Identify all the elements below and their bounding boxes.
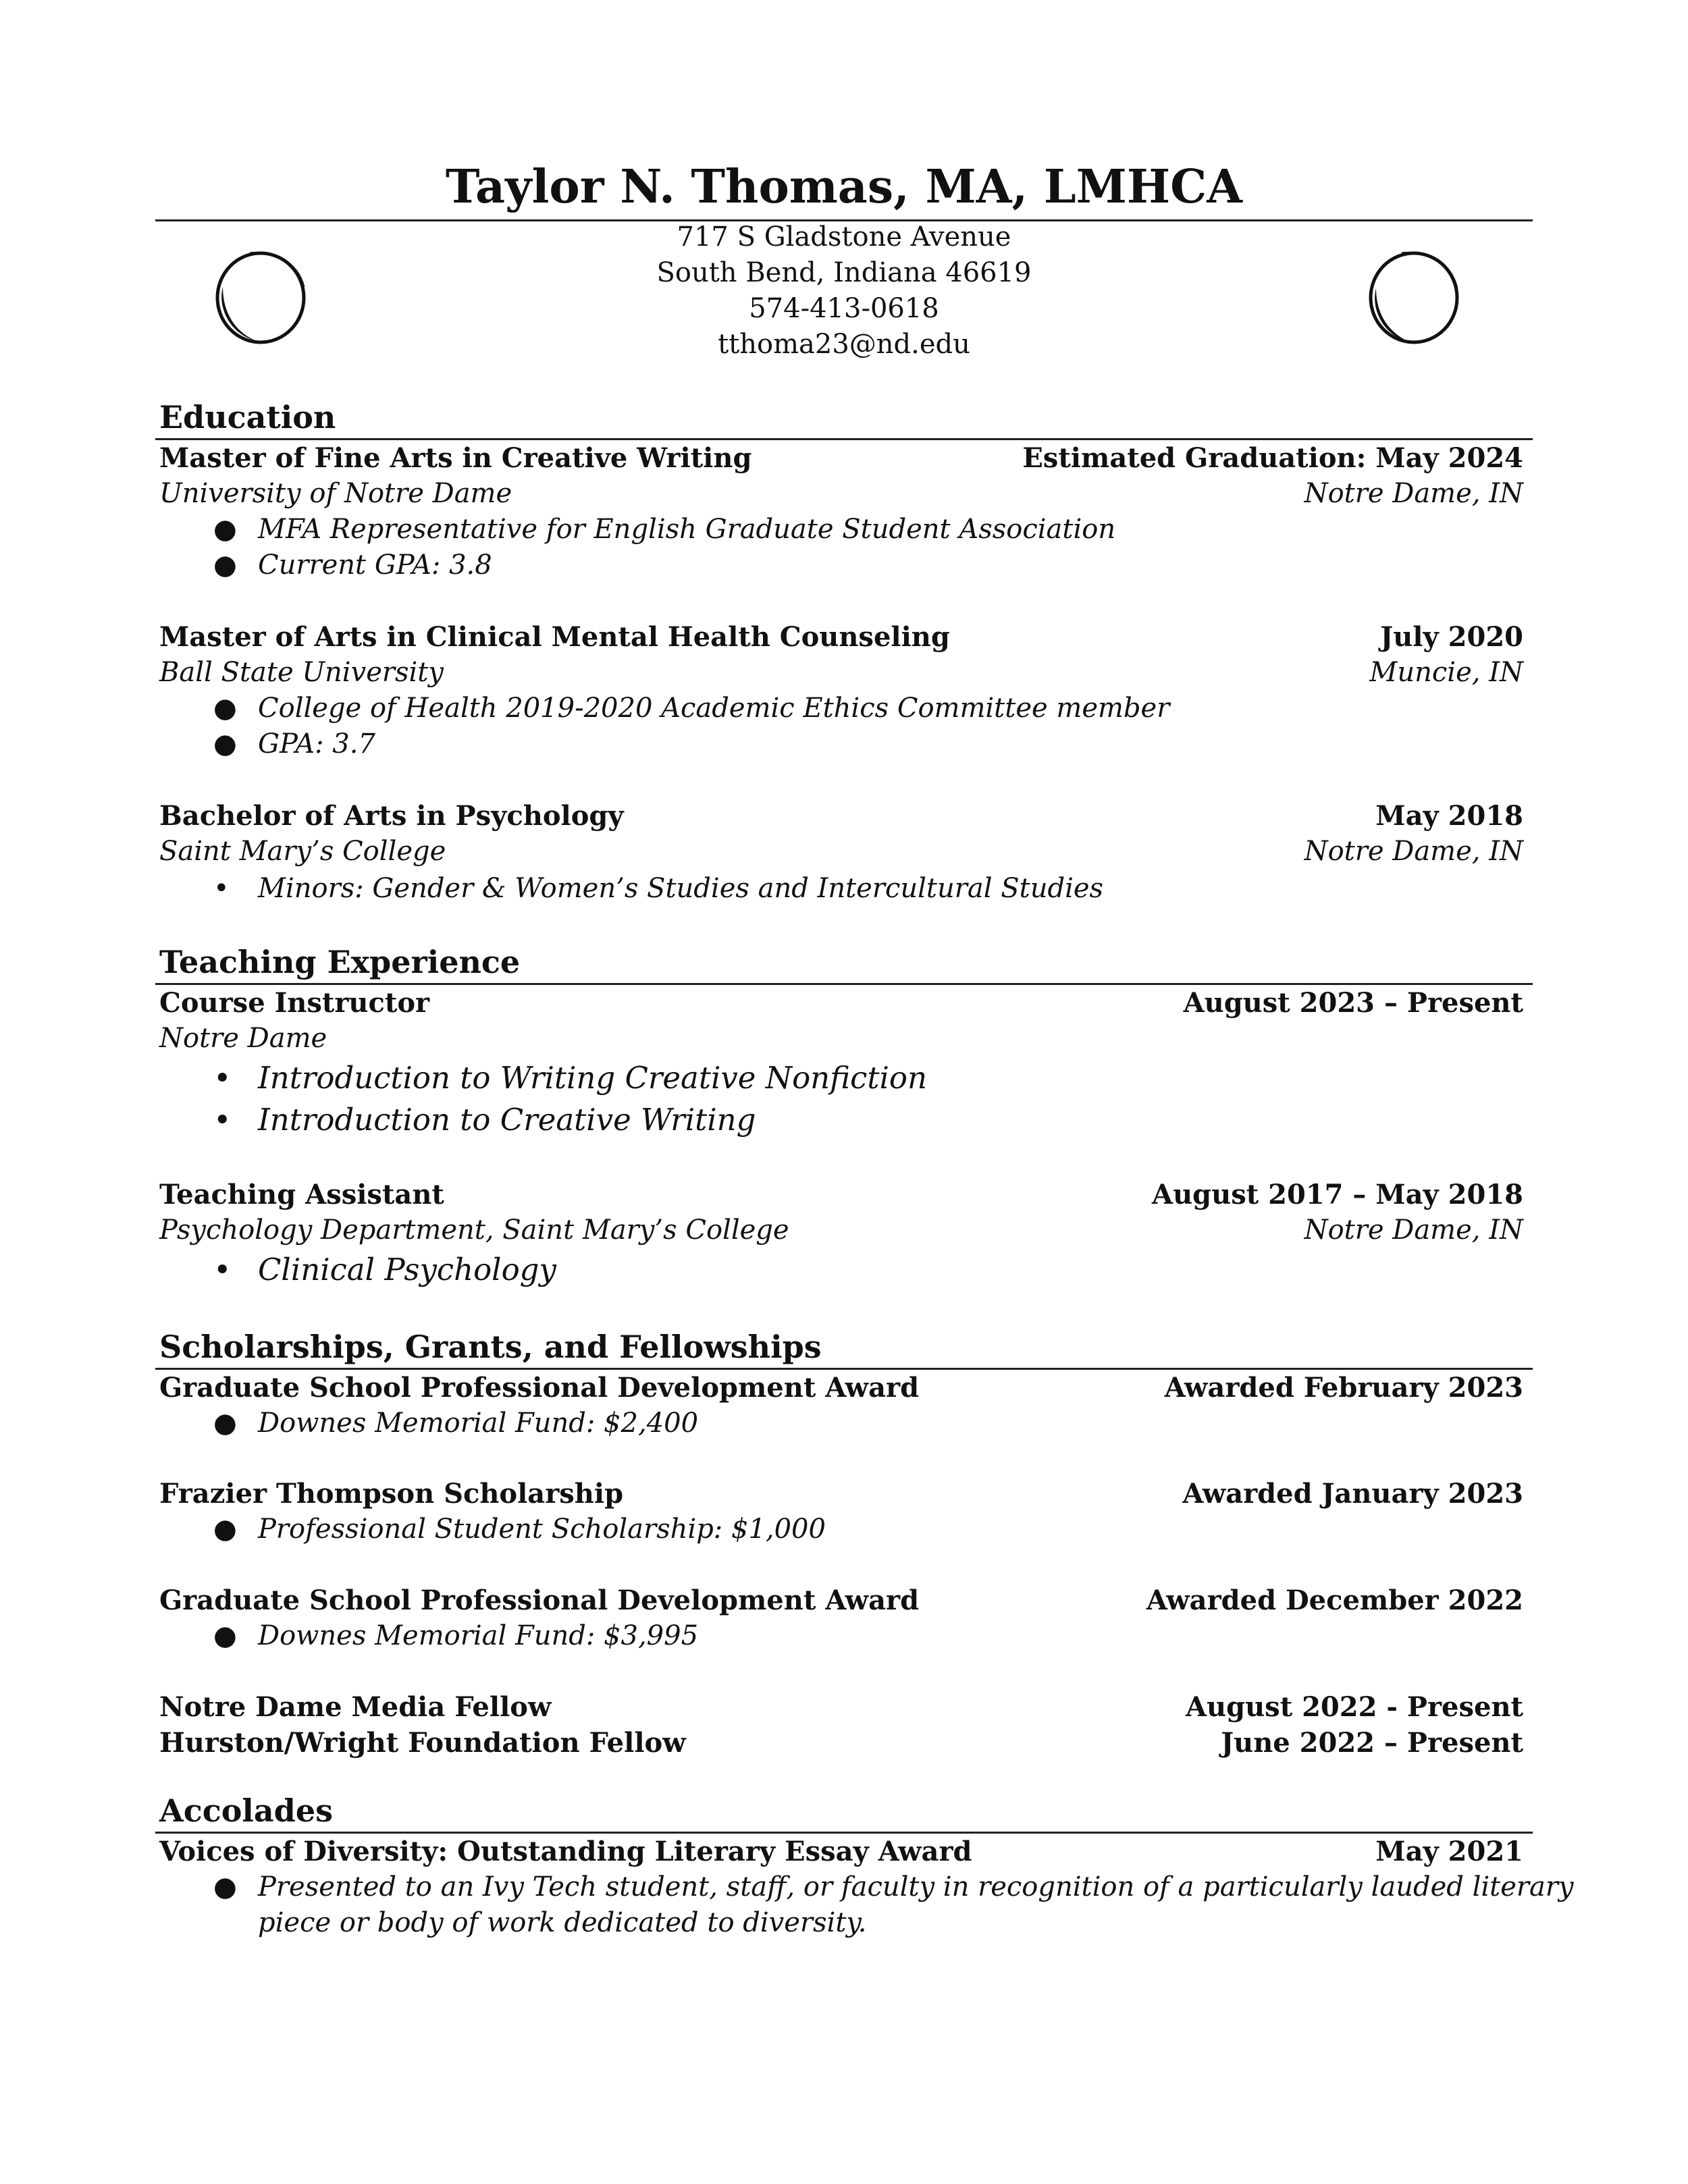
- list-item: [159, 871, 1523, 907]
- bullet-text: Professional Student Scholarship: $1,000: [258, 1514, 826, 1545]
- award-name: Graduate School Professional Development Award: [159, 1372, 920, 1404]
- role: Teaching Assistant: [159, 1179, 444, 1210]
- scholarship-entry: [159, 1582, 1523, 1618]
- education-entry-ba-school: [159, 834, 1523, 870]
- date: May 2021: [1375, 1836, 1523, 1867]
- school: Saint Mary’s College: [159, 836, 446, 867]
- list-item: [159, 1512, 1523, 1547]
- date: July 2020: [1380, 621, 1523, 653]
- education-entry-mfa: [159, 440, 1523, 476]
- date: June 2022 – Present: [1221, 1727, 1523, 1759]
- teaching-entry-assistant-org: [159, 1213, 1523, 1248]
- list-item: [159, 726, 1523, 762]
- bullet-text: Presented to an Ivy Tech student, staff, or faculty in recognition of a particularly lauded literary: [258, 1871, 1574, 1902]
- degree: Bachelor of Arts in Psychology: [159, 800, 624, 832]
- fellowship-entry: [159, 1725, 1523, 1761]
- bullet-icon: ●: [213, 1871, 237, 1902]
- location: Muncie, IN: [1369, 657, 1523, 688]
- accolade-entry: [159, 1834, 1523, 1869]
- scholarship-entry: [159, 1476, 1523, 1512]
- bullet-icon: ●: [213, 550, 237, 581]
- role: Course Instructor: [159, 987, 430, 1019]
- bullet-icon: •: [213, 1060, 232, 1096]
- list-item: [159, 691, 1523, 726]
- section-title-accolades: Accolades: [159, 1792, 333, 1829]
- date: August 2022 - Present: [1186, 1691, 1523, 1723]
- date: August 2023 – Present: [1183, 987, 1523, 1019]
- location: Notre Dame, IN: [1304, 1215, 1523, 1246]
- location: Notre Dame, IN: [1304, 478, 1523, 509]
- bullet-text: Minors: Gender & Women’s Studies and Intercultural Studies: [258, 873, 1104, 904]
- teaching-entry-instructor-org: [159, 1021, 1523, 1057]
- bullet-text: Downes Memorial Fund: $3,995: [258, 1620, 699, 1651]
- education-entry-ba: [159, 798, 1523, 834]
- teaching-entry-assistant: [159, 1177, 1523, 1213]
- list-item: [159, 1250, 1523, 1289]
- education-entry-mfa-school: [159, 476, 1523, 512]
- bullet-text: College of Health 2019-2020 Academic Ethics Committee member: [258, 693, 1170, 724]
- bullet-text: GPA: 3.7: [258, 728, 375, 760]
- award-name: Notre Dame Media Fellow: [159, 1691, 552, 1723]
- list-item: [159, 1406, 1523, 1441]
- bullet-icon: ●: [213, 514, 237, 545]
- section-title-teaching: Teaching Experience: [159, 944, 521, 980]
- teaching-entry-instructor: [159, 985, 1523, 1021]
- section-title-education: Education: [159, 399, 336, 435]
- address-line-2: South Bend, Indiana 46619: [656, 257, 1032, 288]
- school: Ball State University: [159, 657, 444, 688]
- award-name: Hurston/Wright Foundation Fellow: [159, 1727, 686, 1759]
- date: Awarded December 2022: [1146, 1584, 1523, 1616]
- list-item: [159, 1059, 1523, 1098]
- fellowship-entry: [159, 1689, 1523, 1725]
- bullet-text: Downes Memorial Fund: $2,400: [258, 1408, 699, 1439]
- bullet-icon: •: [213, 1102, 232, 1138]
- degree: Master of Fine Arts in Creative Writing: [159, 442, 752, 474]
- page-title: Taylor N. Thomas, MA, LMHCA: [445, 160, 1243, 214]
- date: August 2017 – May 2018: [1152, 1179, 1523, 1210]
- bullet-text: Clinical Psychology: [258, 1252, 556, 1287]
- award-name: Graduate School Professional Development Award: [159, 1584, 920, 1616]
- brush-circle-icon: [209, 246, 311, 348]
- bullet-icon: ●: [213, 693, 237, 724]
- org: Notre Dame: [159, 1023, 327, 1054]
- date: Awarded January 2023: [1182, 1478, 1523, 1510]
- org: Psychology Department, Saint Mary’s College: [159, 1215, 789, 1246]
- contact-block: [155, 219, 1533, 363]
- bullet-icon: ●: [213, 1514, 237, 1545]
- list-item: [159, 512, 1523, 548]
- degree: Master of Arts in Clinical Mental Health Counseling: [159, 621, 950, 653]
- bullet-icon: •: [213, 1252, 232, 1287]
- section-title-scholarships: Scholarships, Grants, and Fellowships: [159, 1329, 822, 1365]
- address-line-1: 717 S Gladstone Avenue: [677, 221, 1011, 252]
- bullet-icon: ●: [213, 728, 237, 760]
- list-item: [159, 548, 1523, 583]
- scholarship-entry: [159, 1370, 1523, 1406]
- award-name: Voices of Diversity: Outstanding Literary Essay Award: [159, 1836, 972, 1867]
- bullet-text: Introduction to Creative Writing: [258, 1102, 756, 1138]
- phone: 574-413-0618: [749, 293, 939, 324]
- bullet-text: MFA Representative for English Graduate Student Association: [258, 514, 1116, 545]
- school: University of Notre Dame: [159, 478, 512, 509]
- award-name: Frazier Thompson Scholarship: [159, 1478, 624, 1510]
- list-item: [159, 1100, 1523, 1140]
- bullet-icon: •: [213, 873, 230, 904]
- email: tthoma23@nd.edu: [718, 329, 970, 360]
- list-item: [159, 1869, 1574, 1905]
- list-item-continuation: [159, 1905, 1523, 1941]
- bullet-text: Current GPA: 3.8: [258, 550, 492, 581]
- brush-circle-icon: [1364, 246, 1465, 348]
- education-entry-ma-school: [159, 655, 1523, 691]
- education-entry-ma: [159, 619, 1523, 655]
- bullet-icon: ●: [213, 1620, 237, 1651]
- bullet-text: piece or body of work dedicated to diversity.: [258, 1907, 867, 1938]
- date: Estimated Graduation: May 2024: [1022, 442, 1523, 474]
- bullet-text: Introduction to Writing Creative Nonfiction: [258, 1060, 927, 1096]
- bullet-icon: ●: [213, 1408, 237, 1439]
- date: May 2018: [1375, 800, 1523, 832]
- list-item: [159, 1618, 1523, 1654]
- location: Notre Dame, IN: [1304, 836, 1523, 867]
- date: Awarded February 2023: [1164, 1372, 1523, 1404]
